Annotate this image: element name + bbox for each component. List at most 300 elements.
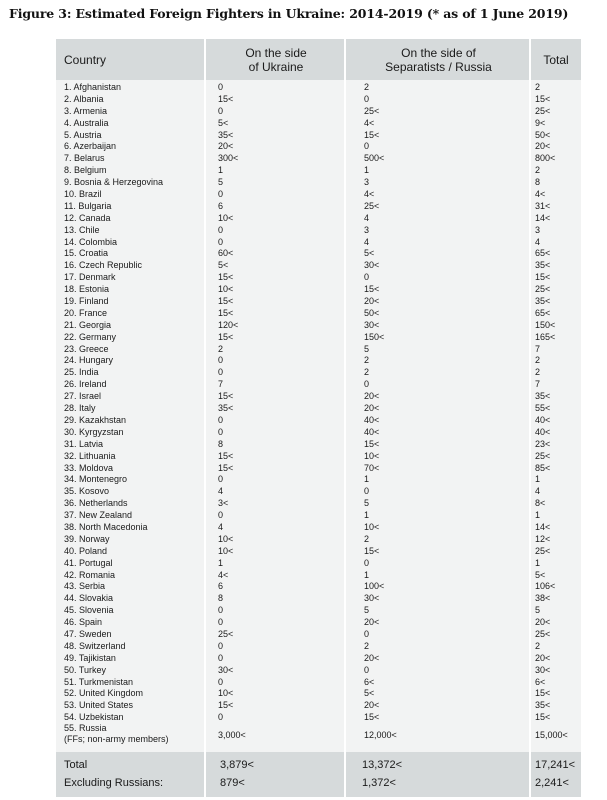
row-country: 43. Serbia — [64, 581, 106, 592]
row-separatists: 150< — [364, 331, 385, 342]
row-country — [64, 723, 169, 745]
row-country: 33. Moldova — [64, 462, 114, 473]
row-separatists: 12,000< — [364, 730, 397, 741]
row-separatists: 4< — [364, 117, 375, 128]
row-total: 12< — [535, 533, 551, 544]
row-total: 25< — [535, 105, 551, 116]
row-ukraine: 2 — [218, 343, 224, 354]
table-row — [56, 259, 581, 271]
row-separatists: 20< — [364, 652, 380, 663]
row-ukraine: 8 — [218, 438, 224, 449]
excluding-separatists: 1,372< — [362, 777, 396, 789]
row-country: 19. Finland — [64, 296, 109, 307]
row-total: 4< — [535, 189, 546, 200]
table-row — [56, 129, 581, 141]
table-row — [56, 319, 581, 331]
row-total: 31< — [535, 200, 551, 211]
column-divider — [344, 39, 346, 797]
row-separatists: 3 — [364, 177, 370, 188]
row-total: 2 — [535, 82, 541, 92]
row-country: 5. Austria — [64, 129, 102, 140]
row-ukraine: 15< — [218, 462, 234, 473]
row-country: 23. Greece — [64, 343, 109, 354]
row-total: 35< — [535, 260, 551, 271]
row-ukraine: 15< — [218, 272, 234, 283]
row-ukraine: 35< — [218, 129, 234, 140]
table-row — [56, 331, 581, 343]
row-country-line1: 55. Russia — [64, 723, 107, 734]
total-total: 17,241< — [535, 759, 576, 771]
table-row — [56, 426, 581, 438]
row-separatists: 3 — [364, 224, 370, 235]
row-total: 65< — [535, 307, 551, 318]
row-ukraine: 3< — [218, 498, 229, 509]
row-ukraine: 15< — [218, 331, 234, 342]
row-country: 52. United Kingdom — [64, 688, 144, 699]
row-country: 30. Kyrgyzstan — [64, 426, 124, 437]
row-country: 54. Uzbekistan — [64, 712, 124, 723]
row-separatists: 20< — [364, 700, 380, 711]
row-country: 50. Turkey — [64, 664, 107, 675]
row-ukraine: 0 — [218, 224, 224, 235]
row-ukraine: 10< — [218, 533, 234, 544]
row-total: 38< — [535, 593, 551, 604]
row-country: 20. France — [64, 307, 108, 318]
row-separatists: 4< — [364, 189, 375, 200]
row-ukraine: 6 — [218, 200, 224, 211]
row-country: 2. Albania — [64, 93, 104, 104]
row-total: 55< — [535, 403, 551, 414]
row-total: 35< — [535, 391, 551, 402]
row-total: 165< — [535, 331, 556, 342]
row-separatists: 40< — [364, 426, 380, 437]
row-ukraine: 4< — [218, 569, 229, 580]
row-separatists: 1 — [364, 510, 370, 521]
row-total: 15< — [535, 93, 551, 104]
row-total: 106< — [535, 581, 556, 592]
table-row — [56, 557, 581, 569]
row-total: 150< — [535, 319, 556, 330]
row-separatists: 25< — [364, 105, 380, 116]
row-ukraine: 0 — [218, 617, 224, 628]
row-total: 7 — [535, 379, 541, 390]
row-total: 14< — [535, 521, 551, 532]
row-total: 20< — [535, 141, 551, 152]
totals-section — [56, 752, 581, 797]
row-total: 23< — [535, 438, 551, 449]
row-separatists: 40< — [364, 414, 380, 425]
row-separatists: 0 — [364, 379, 370, 390]
table-row — [56, 509, 581, 521]
row-ukraine: 20< — [218, 141, 234, 152]
header-separatists-line2: Separatists / Russia — [385, 59, 492, 74]
row-ukraine: 35< — [218, 403, 234, 414]
row-ukraine: 6 — [218, 581, 224, 592]
row-total: 85< — [535, 462, 551, 473]
table-row — [56, 164, 581, 176]
row-ukraine: 0 — [218, 712, 224, 723]
row-country: 28. Italy — [64, 403, 96, 414]
row-ukraine: 0 — [218, 414, 224, 425]
excluding-label: Excluding Russians: — [64, 777, 164, 789]
row-separatists: 0 — [364, 93, 370, 104]
row-separatists: 30< — [364, 260, 380, 271]
row-separatists: 20< — [364, 403, 380, 414]
total-label: Total — [64, 759, 88, 771]
table-row — [56, 616, 581, 628]
row-total: 15< — [535, 712, 551, 723]
row-separatists: 1 — [364, 569, 370, 580]
row-separatists: 50< — [364, 307, 380, 318]
row-ukraine: 4 — [218, 486, 224, 497]
table-row — [56, 295, 581, 307]
row-total: 15< — [535, 272, 551, 283]
row-country: 18. Estonia — [64, 284, 110, 295]
row-country: 3. Armenia — [64, 105, 108, 116]
row-ukraine: 30< — [218, 664, 234, 675]
row-ukraine: 0 — [218, 474, 224, 485]
table-row — [56, 81, 581, 93]
row-country: 21. Georgia — [64, 319, 112, 330]
row-country: 37. New Zealand — [64, 510, 133, 521]
row-total: 14< — [535, 212, 551, 223]
row-separatists: 30< — [364, 319, 380, 330]
row-country: 48. Switzerland — [64, 640, 126, 651]
row-total: 40< — [535, 414, 551, 425]
row-total: 8 — [535, 177, 541, 188]
row-total: 25< — [535, 450, 551, 461]
row-separatists: 25< — [364, 200, 380, 211]
row-country: 17. Denmark — [64, 272, 116, 283]
row-ukraine: 10< — [218, 688, 234, 699]
row-country: 47. Sweden — [64, 628, 112, 639]
figure-title: Figure 3: Estimated Foreign Fighters in Ukraine: 2014-2019 (* as of 1 June 2019) — [9, 6, 569, 21]
table-row — [56, 176, 581, 188]
row-separatists: 500< — [364, 153, 385, 164]
total-ukraine: 3,879< — [220, 759, 254, 771]
row-country: 32. Lithuania — [64, 450, 116, 461]
row-separatists: 2 — [364, 367, 370, 378]
row-total: 25< — [535, 545, 551, 556]
row-country: 42. Romania — [64, 569, 116, 580]
table-row — [56, 105, 581, 117]
row-total: 4 — [535, 236, 541, 247]
table-row — [56, 450, 581, 462]
row-ukraine: 10< — [218, 545, 234, 556]
row-country: 53. United States — [64, 700, 134, 711]
row-country: 25. India — [64, 367, 99, 378]
table-row — [56, 117, 581, 129]
row-country: 13. Chile — [64, 224, 100, 235]
row-ukraine: 10< — [218, 284, 234, 295]
row-ukraine: 300< — [218, 153, 239, 164]
row-separatists: 5 — [364, 343, 370, 354]
table-row — [56, 247, 581, 259]
row-total: 5 — [535, 605, 541, 616]
row-country: 11. Bulgaria — [64, 200, 112, 211]
row-separatists: 5< — [364, 688, 375, 699]
table-row — [56, 533, 581, 545]
table-row — [56, 521, 581, 533]
row-country: 45. Slovenia — [64, 605, 114, 616]
row-total: 15,000< — [535, 730, 568, 741]
row-ukraine: 15< — [218, 93, 234, 104]
column-divider — [204, 39, 206, 797]
row-ukraine: 25< — [218, 628, 234, 639]
row-ukraine: 0 — [218, 236, 224, 247]
row-ukraine: 0 — [218, 640, 224, 651]
row-separatists: 6< — [364, 676, 375, 687]
row-ukraine: 0 — [218, 367, 224, 378]
row-separatists: 10< — [364, 450, 380, 461]
row-country: 34. Montenegro — [64, 474, 128, 485]
row-separatists: 20< — [364, 391, 380, 402]
table-row — [56, 188, 581, 200]
table-row-russia — [56, 723, 581, 747]
row-separatists: 15< — [364, 545, 380, 556]
row-separatists: 4 — [364, 212, 370, 223]
row-country: 16. Czech Republic — [64, 260, 143, 271]
row-ukraine: 0 — [218, 189, 224, 200]
row-separatists: 30< — [364, 593, 380, 604]
table-row — [56, 485, 581, 497]
row-total: 800< — [535, 153, 556, 164]
row-ukraine: 0 — [218, 676, 224, 687]
table-row — [56, 687, 581, 699]
row-separatists: 0 — [364, 628, 370, 639]
table-row — [56, 140, 581, 152]
row-total: 8< — [535, 498, 546, 509]
row-separatists: 15< — [364, 129, 380, 140]
row-country: 31. Latvia — [64, 438, 104, 449]
row-ukraine: 60< — [218, 248, 234, 259]
row-separatists: 10< — [364, 521, 380, 532]
row-country: 49. Tajikistan — [64, 652, 116, 663]
row-country: 39. Norway — [64, 533, 110, 544]
table-row — [56, 676, 581, 688]
row-ukraine: 5< — [218, 117, 229, 128]
row-ukraine: 0 — [218, 82, 224, 92]
row-total: 1 — [535, 557, 541, 568]
table-row — [56, 545, 581, 557]
table-row — [56, 366, 581, 378]
row-ukraine: 15< — [218, 307, 234, 318]
total-row — [56, 756, 581, 774]
row-total: 65< — [535, 248, 551, 259]
row-ukraine: 0 — [218, 105, 224, 116]
column-divider — [529, 39, 531, 797]
row-country: 22. Germany — [64, 331, 117, 342]
total-separatists: 13,372< — [362, 759, 403, 771]
row-ukraine: 4 — [218, 521, 224, 532]
row-total: 20< — [535, 617, 551, 628]
row-country: 10. Brazil — [64, 189, 102, 200]
row-total: 2 — [535, 640, 541, 651]
table-row — [56, 569, 581, 581]
row-country: 44. Slovakia — [64, 593, 114, 604]
row-country: 27. Israel — [64, 391, 102, 402]
table-row — [56, 462, 581, 474]
table-row — [56, 497, 581, 509]
row-total: 1 — [535, 474, 541, 485]
row-ukraine: 15< — [218, 450, 234, 461]
header-country: Country — [64, 52, 107, 67]
table-body — [56, 81, 581, 747]
row-separatists: 15< — [364, 284, 380, 295]
table-row — [56, 354, 581, 366]
table-row — [56, 664, 581, 676]
table-row — [56, 236, 581, 248]
header-separatists-line1: On the side of — [401, 45, 476, 60]
row-total: 40< — [535, 426, 551, 437]
row-separatists: 2 — [364, 533, 370, 544]
row-ukraine: 15< — [218, 700, 234, 711]
row-total: 15< — [535, 688, 551, 699]
row-country: 4. Australia — [64, 117, 109, 128]
row-ukraine: 0 — [218, 510, 224, 521]
row-country: 7. Belarus — [64, 153, 105, 164]
row-separatists: 0 — [364, 486, 370, 497]
row-country: 38. North Macedonia — [64, 521, 148, 532]
row-country: 40. Poland — [64, 545, 108, 556]
table-row — [56, 414, 581, 426]
row-total: 4 — [535, 486, 541, 497]
header-ukraine-side — [206, 39, 346, 80]
row-separatists: 15< — [364, 438, 380, 449]
table-row — [56, 378, 581, 390]
row-separatists: 0 — [364, 272, 370, 283]
row-total: 20< — [535, 652, 551, 663]
row-country: 9. Bosnia & Herzegovina — [64, 177, 164, 188]
row-ukraine: 0 — [218, 652, 224, 663]
row-ukraine: 1 — [218, 557, 224, 568]
row-separatists: 20< — [364, 617, 380, 628]
row-country: 24. Hungary — [64, 355, 114, 366]
row-separatists: 2 — [364, 82, 370, 92]
row-country: 1. Afghanistan — [64, 82, 122, 92]
foreign-fighters-table — [56, 39, 581, 797]
table-row — [56, 271, 581, 283]
row-ukraine: 1 — [218, 165, 224, 176]
row-country: 8. Belgium — [64, 165, 107, 176]
row-total: 2 — [535, 355, 541, 366]
table-row — [56, 628, 581, 640]
row-total: 5< — [535, 569, 546, 580]
table-row — [56, 592, 581, 604]
row-total: 35< — [535, 296, 551, 307]
row-country: 36. Netherlands — [64, 498, 128, 509]
row-ukraine: 5 — [218, 177, 224, 188]
header-separatists-side — [346, 39, 531, 80]
table-row — [56, 652, 581, 664]
header-total: Total — [543, 52, 569, 67]
row-total: 1 — [535, 510, 541, 521]
table-row — [56, 212, 581, 224]
row-ukraine: 15< — [218, 296, 234, 307]
table-row — [56, 604, 581, 616]
row-country: 15. Croatia — [64, 248, 109, 259]
table-row — [56, 473, 581, 485]
table-row — [56, 152, 581, 164]
row-total: 25< — [535, 284, 551, 295]
row-ukraine: 3,000< — [218, 730, 246, 741]
row-ukraine: 5< — [218, 260, 229, 271]
row-ukraine: 15< — [218, 391, 234, 402]
row-separatists: 5 — [364, 605, 370, 616]
row-total: 6< — [535, 676, 546, 687]
row-country: 29. Kazakhstan — [64, 414, 127, 425]
table-row — [56, 343, 581, 355]
row-separatists: 15< — [364, 712, 380, 723]
row-separatists: 4 — [364, 236, 370, 247]
row-ukraine: 0 — [218, 605, 224, 616]
excluding-ukraine: 879< — [220, 777, 245, 789]
row-country: 35. Kosovo — [64, 486, 110, 497]
row-ukraine: 8 — [218, 593, 224, 604]
table-row — [56, 438, 581, 450]
row-separatists: 5< — [364, 248, 375, 259]
row-country: 12. Canada — [64, 212, 111, 223]
table-row — [56, 200, 581, 212]
row-country: 14. Colombia — [64, 236, 118, 247]
row-total: 30< — [535, 664, 551, 675]
row-separatists: 0 — [364, 557, 370, 568]
row-separatists: 2 — [364, 355, 370, 366]
row-country: 46. Spain — [64, 617, 103, 628]
row-total: 7 — [535, 343, 541, 354]
row-country-line2: (FFs; non-army members) — [64, 734, 169, 745]
row-total: 50< — [535, 129, 551, 140]
table-row — [56, 283, 581, 295]
row-country: 51. Turkmenistan — [64, 676, 134, 687]
table-row — [56, 699, 581, 711]
row-separatists: 1 — [364, 165, 370, 176]
table-row — [56, 402, 581, 414]
excluding-total: 2,241< — [535, 777, 569, 789]
table-row — [56, 711, 581, 723]
row-total: 35< — [535, 700, 551, 711]
row-ukraine: 10< — [218, 212, 234, 223]
row-total: 25< — [535, 628, 551, 639]
row-country: 6. Azerbaijan — [64, 141, 117, 152]
row-separatists: 1 — [364, 474, 370, 485]
row-separatists: 0 — [364, 664, 370, 675]
row-separatists: 100< — [364, 581, 385, 592]
table-row — [56, 580, 581, 592]
row-country: 26. Ireland — [64, 379, 107, 390]
table-row — [56, 640, 581, 652]
row-total: 9< — [535, 117, 546, 128]
table-row — [56, 307, 581, 319]
row-separatists: 2 — [364, 640, 370, 651]
table-row — [56, 93, 581, 105]
row-total: 3 — [535, 224, 541, 235]
excluding-russians-row — [56, 774, 581, 792]
table-header — [56, 39, 581, 80]
row-total: 2 — [535, 367, 541, 378]
table-row — [56, 390, 581, 402]
row-ukraine: 120< — [218, 319, 239, 330]
row-separatists: 70< — [364, 462, 380, 473]
row-ukraine: 0 — [218, 355, 224, 366]
row-separatists: 5 — [364, 498, 370, 509]
row-separatists: 20< — [364, 296, 380, 307]
header-ukraine-line1: On the side — [245, 45, 307, 60]
header-ukraine-line2: of Ukraine — [248, 59, 304, 74]
table-row — [56, 224, 581, 236]
row-ukraine: 7 — [218, 379, 224, 390]
row-ukraine: 0 — [218, 426, 224, 437]
